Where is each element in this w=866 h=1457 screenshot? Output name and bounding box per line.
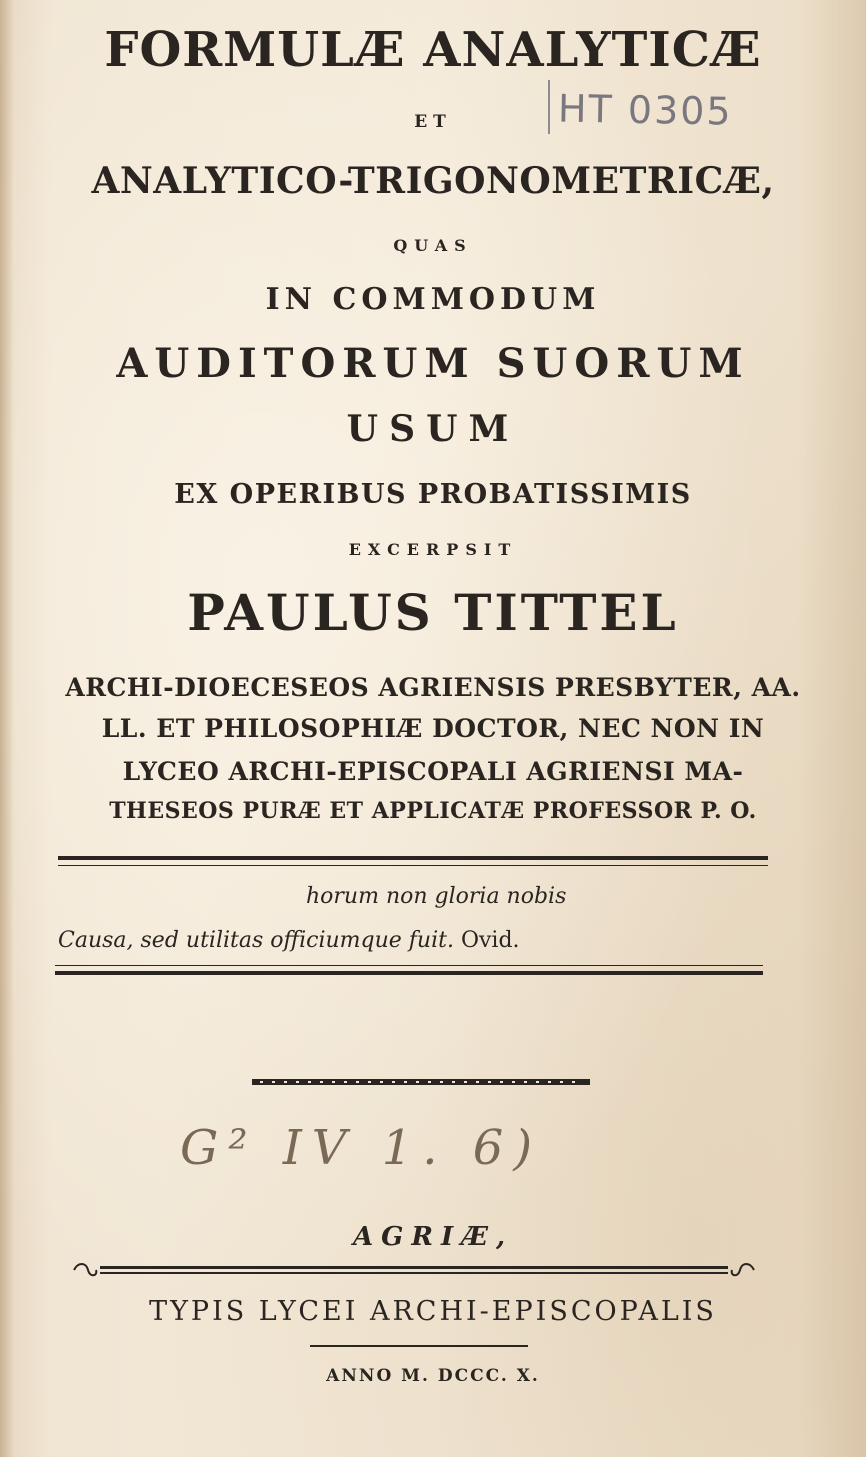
- epigraph-text: Causa, sed utilitas officiumque fuit.: [58, 928, 454, 953]
- author-credential-line: LL. ET PHILOSOPHIÆ DOCTOR, NEC NON IN: [101, 714, 765, 743]
- title-line-4: QUAS: [393, 236, 473, 255]
- handwritten-shelfmark: G² IV 1. 6): [180, 1120, 543, 1176]
- double-rule-bottom: [55, 965, 763, 975]
- call-number-stamp: HT 0305: [557, 86, 733, 134]
- title-line-9: EXCERPSIT: [348, 540, 518, 559]
- short-rule: [310, 1345, 528, 1347]
- imprint-place: AGRIÆ,: [352, 1222, 514, 1252]
- epigraph-line-2: [58, 928, 520, 953]
- author-name: PAULUS TITTEL: [187, 583, 679, 642]
- double-rule-top: [58, 856, 768, 866]
- title-line-2: ET: [414, 112, 452, 132]
- title-line-8: EX OPERIBUS PROBATISSIMIS: [174, 479, 692, 510]
- ornament-bar: [252, 1076, 590, 1088]
- author-credential-line: LYCEO ARCHI-EPISCOPALI AGRIENSI MA-: [122, 757, 744, 786]
- author-credential-line: THESEOS PURÆ ET APPLICATÆ PROFESSOR P. O.: [109, 798, 757, 824]
- ornamental-border: [72, 1262, 756, 1278]
- imprint-year: ANNO M. DCCC. X.: [326, 1366, 540, 1386]
- title-line-1: FORMULÆ ANALYTICÆ: [104, 22, 762, 78]
- epigraph-attribution: Ovid.: [460, 928, 520, 953]
- title-line-5: IN COMMODUM: [265, 282, 601, 317]
- title-line-3: ANALYTICO-TRIGONOMETRICÆ,: [91, 160, 775, 202]
- author-credential-line: ARCHI-DIOECESEOS AGRIENSIS PRESBYTER, AA.: [65, 673, 801, 702]
- title-line-6: AUDITORUM SUORUM: [116, 340, 750, 387]
- title-line-7: USUM: [346, 408, 520, 450]
- imprint-printer: TYPIS LYCEI ARCHI-EPISCOPALIS: [149, 1296, 717, 1327]
- epigraph-line-1: horum non gloria nobis: [306, 884, 567, 909]
